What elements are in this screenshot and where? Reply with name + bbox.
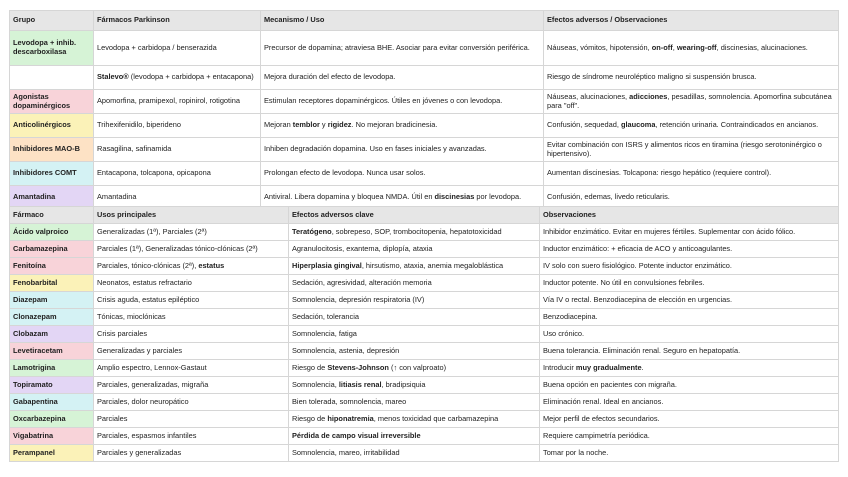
text-segment: Perampanel bbox=[13, 447, 55, 457]
adverse-effects-cell bbox=[289, 258, 540, 275]
text-segment: , bradipsiquia bbox=[381, 379, 426, 389]
drug-cell bbox=[10, 411, 94, 428]
table-row bbox=[10, 377, 839, 394]
header-farmacos-parkinson: Fármacos Parkinson bbox=[94, 11, 261, 31]
text-segment: Agonistas dopaminérgicos bbox=[13, 91, 71, 110]
notes-cell bbox=[540, 360, 839, 377]
uses-cell bbox=[94, 258, 289, 275]
text-segment: Mejoran bbox=[264, 120, 293, 130]
effects-cell bbox=[544, 90, 839, 114]
bold-text: discinesias bbox=[434, 192, 475, 202]
bold-text: litiasis renal bbox=[338, 379, 382, 389]
bold-text: on-off bbox=[651, 42, 673, 52]
drug-cell bbox=[10, 377, 94, 394]
text-segment: Oxcarbazepina bbox=[13, 413, 66, 423]
table-row bbox=[10, 275, 839, 292]
mechanism-cell bbox=[261, 66, 544, 90]
text-segment: Gabapentina bbox=[13, 396, 58, 406]
notes-cell bbox=[540, 428, 839, 445]
group-cell bbox=[10, 31, 94, 66]
uses-cell bbox=[94, 309, 289, 326]
text-segment: Mejor perfil de efectos secundarios. bbox=[543, 413, 660, 423]
notes-cell bbox=[540, 292, 839, 309]
drugs-cell bbox=[94, 114, 261, 138]
table-row bbox=[10, 411, 839, 428]
adverse-effects-cell bbox=[289, 292, 540, 309]
table-row bbox=[10, 445, 839, 462]
effects-cell bbox=[544, 66, 839, 90]
text-segment: Generalizadas y parciales bbox=[97, 345, 183, 355]
bold-text: Stalevo® bbox=[97, 72, 129, 82]
table-row bbox=[10, 31, 839, 66]
mechanism-cell bbox=[261, 31, 544, 66]
drug-cell bbox=[10, 292, 94, 309]
bold-text: Teratógeno bbox=[292, 226, 332, 236]
table-row bbox=[10, 343, 839, 360]
text-segment: Confusión, sequedad, bbox=[547, 120, 621, 130]
drug-cell bbox=[10, 309, 94, 326]
header-usos-principales: Usos principales bbox=[94, 207, 289, 224]
drug-cell bbox=[10, 343, 94, 360]
adverse-effects-cell bbox=[289, 360, 540, 377]
text-segment: Entacapona, tolcapona, opicapona bbox=[97, 168, 211, 178]
antiepileptic-table-body bbox=[10, 224, 839, 462]
mechanism-cell bbox=[261, 138, 544, 162]
text-segment: , pesadillas, somnolencia. Apomorfina subcutánea para "off". bbox=[547, 91, 832, 110]
table-row bbox=[10, 428, 839, 445]
drug-cell bbox=[10, 360, 94, 377]
notes-cell bbox=[540, 445, 839, 462]
notes-cell bbox=[540, 394, 839, 411]
text-segment: Fenobarbital bbox=[13, 277, 58, 287]
adverse-effects-cell bbox=[289, 326, 540, 343]
text-segment: Inductor potente. No útil en convulsiones febriles. bbox=[543, 277, 705, 287]
bold-text: glaucoma bbox=[620, 120, 656, 130]
drug-cell bbox=[10, 224, 94, 241]
table-row bbox=[10, 292, 839, 309]
notes-cell bbox=[540, 326, 839, 343]
group-cell bbox=[10, 114, 94, 138]
header-mecanismo-uso: Mecanismo / Uso bbox=[261, 11, 544, 31]
bold-text: Stevens-Johnson bbox=[327, 362, 389, 372]
text-segment: Trihexifenidilo, biperideno bbox=[97, 120, 181, 130]
group-cell bbox=[10, 66, 94, 90]
drugs-cell bbox=[94, 66, 261, 90]
text-segment: Evitar combinación con ISRS y alimentos ricos en tiramina (riesgo serotoninérgico o hipertensivo). bbox=[547, 139, 822, 158]
uses-cell bbox=[94, 326, 289, 343]
adverse-effects-cell bbox=[289, 428, 540, 445]
text-segment: Náuseas, alucinaciones, bbox=[547, 91, 630, 101]
text-segment: Crisis parciales bbox=[97, 328, 148, 338]
notes-cell bbox=[540, 377, 839, 394]
bold-text: estatus bbox=[198, 260, 225, 270]
table-row bbox=[10, 326, 839, 343]
text-segment: , discinesias, alucinaciones. bbox=[716, 42, 808, 52]
adverse-effects-cell bbox=[289, 394, 540, 411]
text-segment: Generalizadas (1ª), Parciales (2ª) bbox=[97, 226, 207, 236]
drug-cell bbox=[10, 445, 94, 462]
effects-cell bbox=[544, 31, 839, 66]
uses-cell bbox=[94, 394, 289, 411]
text-segment: Parciales bbox=[97, 413, 128, 423]
header-grupo: Grupo bbox=[10, 11, 94, 31]
text-segment: Parciales y generalizadas bbox=[97, 447, 182, 457]
text-segment: (levodopa + carbidopa + entacapona) bbox=[128, 72, 254, 82]
text-segment: , sobrepeso, SOP, trombocitopenia, hepatotoxicidad bbox=[331, 226, 502, 236]
table-row bbox=[10, 138, 839, 162]
text-segment: Benzodiacepina. bbox=[543, 311, 598, 321]
text-segment: . bbox=[641, 362, 644, 372]
adverse-effects-cell bbox=[289, 309, 540, 326]
text-segment: Parciales (1ª), Generalizadas tónico-clónicas (2ª) bbox=[97, 243, 258, 253]
bold-text: muy gradualmente bbox=[575, 362, 642, 372]
text-segment: Levodopa + inhib. descarboxilasa bbox=[13, 38, 77, 56]
text-segment: Inhibidores COMT bbox=[13, 168, 77, 178]
text-segment: , menos toxicidad que carbamazepina bbox=[373, 413, 499, 423]
text-segment: , hirsutismo, ataxia, anemia megaloblástica bbox=[361, 260, 504, 270]
text-segment: (↑ con valproato) bbox=[388, 362, 447, 372]
text-segment: Somnolencia, mareo, irritabilidad bbox=[292, 447, 400, 457]
text-segment: Lamotrigina bbox=[13, 362, 56, 372]
drug-cell bbox=[10, 258, 94, 275]
group-cell bbox=[10, 162, 94, 186]
text-segment: Agranulocitosis, exantema, diplopía, ataxia bbox=[292, 243, 433, 253]
text-segment: Buena opción en pacientes con migraña. bbox=[543, 379, 677, 389]
text-segment: Bien tolerada, somnolencia, mareo bbox=[292, 396, 407, 406]
text-segment: Ácido valproico bbox=[13, 226, 69, 236]
header-efectos-observaciones: Efectos adversos / Observaciones bbox=[544, 11, 839, 31]
text-segment: por levodopa. bbox=[474, 192, 522, 202]
text-segment: , retención urinaria. Contraindicados en ancianos. bbox=[655, 120, 819, 130]
bold-text: hiponatremia bbox=[327, 413, 374, 423]
bold-text: wearing-off bbox=[676, 42, 717, 52]
table-row bbox=[10, 258, 839, 275]
header-farmaco: Fármaco bbox=[10, 207, 94, 224]
uses-cell bbox=[94, 377, 289, 394]
bold-text: Hiperplasia gingival bbox=[292, 260, 362, 270]
text-segment: Amantadina bbox=[97, 192, 137, 202]
text-segment: Inhibidores MAO-B bbox=[13, 144, 80, 154]
group-cell bbox=[10, 138, 94, 162]
parkinson-table-body bbox=[10, 31, 839, 210]
notes-cell bbox=[540, 258, 839, 275]
text-segment: Somnolencia, depresión respiratoria (IV) bbox=[292, 294, 425, 304]
drugs-cell bbox=[94, 138, 261, 162]
text-segment: IV solo con suero fisiológico. Potente inductor enzimático. bbox=[543, 260, 732, 270]
adverse-effects-cell bbox=[289, 445, 540, 462]
text-segment: Prolongan efecto de levodopa. Nunca usar solos. bbox=[264, 168, 426, 178]
text-segment: Somnolencia, fatiga bbox=[292, 328, 357, 338]
notes-cell bbox=[540, 275, 839, 292]
notes-cell bbox=[540, 411, 839, 428]
mechanism-cell bbox=[261, 114, 544, 138]
text-segment: Precursor de dopamina; atraviesa BHE. Asociar para evitar conversión periférica. bbox=[264, 42, 530, 52]
uses-cell bbox=[94, 428, 289, 445]
text-segment: Fenitoína bbox=[13, 260, 46, 270]
mechanism-cell bbox=[261, 90, 544, 114]
text-segment: Amantadina bbox=[13, 192, 56, 202]
notes-cell bbox=[540, 224, 839, 241]
text-segment: Introducir bbox=[543, 362, 576, 372]
text-segment: Neonatos, estatus refractario bbox=[97, 277, 192, 287]
text-segment: Riesgo de bbox=[292, 413, 328, 423]
text-segment: Inhiben degradación dopamina. Uso en fases iniciales y avanzadas. bbox=[264, 144, 487, 154]
text-segment: Eliminación renal. Ideal en ancianos. bbox=[543, 396, 664, 406]
text-segment: Somnolencia, astenia, depresión bbox=[292, 345, 400, 355]
text-segment: Estimulan receptores dopaminérgicos. Útiles en jóvenes o con levodopa. bbox=[264, 96, 503, 106]
antiepileptic-header-row bbox=[10, 207, 839, 224]
text-segment: Sedación, tolerancia bbox=[292, 311, 359, 321]
adverse-effects-cell bbox=[289, 377, 540, 394]
notes-cell bbox=[540, 309, 839, 326]
effects-cell bbox=[544, 114, 839, 138]
uses-cell bbox=[94, 343, 289, 360]
text-segment: Parciales, espasmos infantiles bbox=[97, 430, 197, 440]
text-segment: Confusión, edemas, livedo reticularis. bbox=[547, 192, 670, 202]
text-segment: Buena tolerancia. Eliminación renal. Seguro en hepatopatía. bbox=[543, 345, 741, 355]
table-row bbox=[10, 66, 839, 90]
drugs-cell bbox=[94, 90, 261, 114]
text-segment: Parciales, generalizadas, migraña bbox=[97, 379, 209, 389]
text-segment: Levodopa + carbidopa / benserazida bbox=[97, 42, 217, 52]
notes-cell bbox=[540, 241, 839, 258]
table-row bbox=[10, 162, 839, 186]
text-segment: Parciales, dolor neuropático bbox=[97, 396, 189, 406]
mechanism-cell bbox=[261, 162, 544, 186]
parkinson-header-row bbox=[10, 11, 839, 31]
bold-text: adicciones bbox=[629, 91, 668, 101]
uses-cell bbox=[94, 360, 289, 377]
table-row bbox=[10, 360, 839, 377]
text-segment: Náuseas, vómitos, hipotensión, bbox=[547, 42, 652, 52]
text-segment: Parciales, tónico-clónicas (2ª), bbox=[97, 260, 199, 270]
header-efectos-adversos-clave: Efectos adversos clave bbox=[289, 207, 540, 224]
drug-cell bbox=[10, 394, 94, 411]
text-segment: Carbamazepina bbox=[13, 243, 68, 253]
table-row bbox=[10, 394, 839, 411]
uses-cell bbox=[94, 292, 289, 309]
adverse-effects-cell bbox=[289, 241, 540, 258]
uses-cell bbox=[94, 275, 289, 292]
text-segment: Riesgo de bbox=[292, 362, 328, 372]
text-segment: Crisis aguda, estatus epiléptico bbox=[97, 294, 200, 304]
bold-text: temblor bbox=[292, 120, 320, 130]
group-cell bbox=[10, 90, 94, 114]
drug-cell bbox=[10, 275, 94, 292]
text-segment: Topiramato bbox=[13, 379, 53, 389]
text-segment: Somnolencia, bbox=[292, 379, 339, 389]
bold-text: Pérdida de campo visual irreversible bbox=[292, 430, 421, 440]
drugs-cell bbox=[94, 31, 261, 66]
text-segment: Apomorfina, pramipexol, ropinirol, rotigotina bbox=[97, 96, 240, 106]
header-observaciones: Observaciones bbox=[540, 207, 839, 224]
antiepileptic-table bbox=[9, 206, 839, 462]
text-segment: Amplio espectro, Lennox-Gastaut bbox=[97, 362, 207, 372]
text-segment: Vigabatrina bbox=[13, 430, 54, 440]
text-segment: Diazepam bbox=[13, 294, 48, 304]
text-segment: Tomar por la noche. bbox=[543, 447, 609, 457]
text-segment: . No mejoran bradicinesia. bbox=[351, 120, 438, 130]
drug-cell bbox=[10, 326, 94, 343]
adverse-effects-cell bbox=[289, 224, 540, 241]
text-segment: , bbox=[672, 42, 677, 52]
drugs-cell bbox=[94, 162, 261, 186]
notes-cell bbox=[540, 343, 839, 360]
text-segment: Mejora duración del efecto de levodopa. bbox=[264, 72, 396, 82]
text-segment: Sedación, agresividad, alteración memoria bbox=[292, 277, 432, 287]
adverse-effects-cell bbox=[289, 275, 540, 292]
uses-cell bbox=[94, 445, 289, 462]
table-row bbox=[10, 224, 839, 241]
text-segment: Riesgo de síndrome neuroléptico maligno si suspensión brusca. bbox=[547, 72, 757, 82]
text-segment: Anticolinérgicos bbox=[13, 120, 71, 130]
parkinson-table bbox=[9, 10, 839, 210]
text-segment: Inductor enzimático: + eficacia de ACO y anticoagulantes. bbox=[543, 243, 733, 253]
uses-cell bbox=[94, 411, 289, 428]
text-segment: Rasagilina, safinamida bbox=[97, 144, 172, 154]
drug-cell bbox=[10, 428, 94, 445]
text-segment: Clobazam bbox=[13, 328, 48, 338]
text-segment: Tónicas, mioclónicas bbox=[97, 311, 166, 321]
uses-cell bbox=[94, 241, 289, 258]
text-segment: y bbox=[319, 120, 328, 130]
uses-cell bbox=[94, 224, 289, 241]
table-row bbox=[10, 241, 839, 258]
text-segment: Inhibidor enzimático. Evitar en mujeres fértiles. Suplementar con ácido fólico. bbox=[543, 226, 796, 236]
table-row bbox=[10, 114, 839, 138]
table-row bbox=[10, 309, 839, 326]
effects-cell bbox=[544, 138, 839, 162]
drug-cell bbox=[10, 241, 94, 258]
text-segment: Uso crónico. bbox=[543, 328, 585, 338]
text-segment: Requiere campimetría periódica. bbox=[543, 430, 650, 440]
adverse-effects-cell bbox=[289, 343, 540, 360]
text-segment: Aumentan discinesias. Tolcapona: riesgo hepático (requiere control). bbox=[547, 168, 772, 178]
text-segment: Vía IV o rectal. Benzodiacepina de elección en urgencias. bbox=[543, 294, 732, 304]
bold-text: rigidez bbox=[327, 120, 352, 130]
effects-cell bbox=[544, 162, 839, 186]
text-segment: Levetiracetam bbox=[13, 345, 63, 355]
text-segment: Clonazepam bbox=[13, 311, 57, 321]
table-row bbox=[10, 90, 839, 114]
text-segment: Antiviral. Libera dopamina y bloquea NMDA. Útil en bbox=[264, 192, 435, 202]
adverse-effects-cell bbox=[289, 411, 540, 428]
